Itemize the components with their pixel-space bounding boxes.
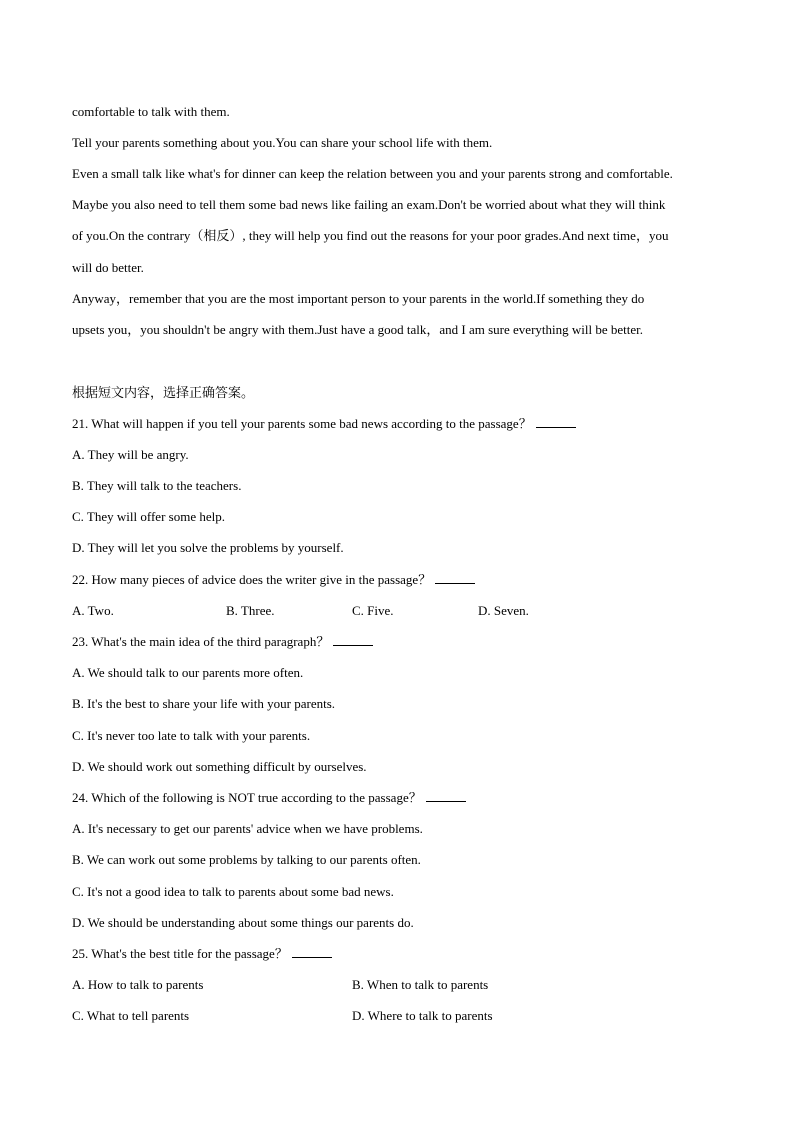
answer-option[interactable]: B. They will talk to the teachers. xyxy=(72,478,242,493)
question-text: 22. How many pieces of advice does the writer give in the passage？ xyxy=(72,572,432,587)
passage-line: upsets you，you shouldn't be angry with them.Just have a good talk，and I am sure everything will be better. xyxy=(72,322,643,337)
question-stem xyxy=(72,572,475,588)
answer-option[interactable]: B. We can work out some problems by talking to our parents often. xyxy=(72,852,421,867)
passage-line: Tell your parents something about you.You can share your school life with them. xyxy=(72,135,493,150)
passage-line: Anyway，remember that you are the most important person to your parents in the world.If something they do xyxy=(72,291,645,306)
answer-option[interactable]: A. It's necessary to get our parents' advice when we have problems. xyxy=(72,821,423,836)
question-text: 25. What's the best title for the passage？ xyxy=(72,946,288,961)
answer-option[interactable]: C. They will offer some help. xyxy=(72,509,225,524)
answer-option[interactable]: A. Two. xyxy=(72,603,114,618)
answer-option[interactable]: B. Three. xyxy=(226,603,275,618)
answer-option[interactable]: D. Where to talk to parents xyxy=(352,1008,493,1023)
question-stem xyxy=(72,790,466,806)
answer-blank[interactable] xyxy=(292,946,332,958)
question-text: 23. What's the main idea of the third paragraph？ xyxy=(72,634,330,649)
answer-blank[interactable] xyxy=(536,416,576,428)
question-stem xyxy=(72,634,373,650)
passage-line: comfortable to talk with them. xyxy=(72,104,230,119)
passage-line: Maybe you also need to tell them some bad news like failing an exam.Don't be worried about what they will think xyxy=(72,197,666,212)
answer-option[interactable]: D. They will let you solve the problems by yourself. xyxy=(72,540,344,555)
answer-option[interactable]: B. It's the best to share your life with your parents. xyxy=(72,696,336,711)
question-stem xyxy=(72,946,332,962)
answer-option[interactable]: C. It's not a good idea to talk to parents about some bad news. xyxy=(72,884,394,899)
answer-blank[interactable] xyxy=(333,634,373,646)
answer-option[interactable]: C. Five. xyxy=(352,603,394,618)
passage-line: of you.On the contrary（相反）, they will help you find out the reasons for your poor grades.And next time，you xyxy=(72,228,669,243)
answer-option[interactable]: D. We should work out something difficult by ourselves. xyxy=(72,759,367,774)
answer-blank[interactable] xyxy=(426,790,466,802)
answer-option[interactable]: A. How to talk to parents xyxy=(72,977,204,992)
answer-option[interactable]: B. When to talk to parents xyxy=(352,977,489,992)
question-stem xyxy=(72,416,576,432)
answer-option[interactable]: C. It's never too late to talk with your parents. xyxy=(72,728,311,743)
passage-line: Even a small talk like what's for dinner can keep the relation between you and your parents strong and comfortable. xyxy=(72,166,673,181)
answer-blank[interactable] xyxy=(435,572,475,584)
passage-line: will do better. xyxy=(72,260,144,275)
instruction: 根据短文内容，选择正确答案。 xyxy=(72,385,255,400)
answer-option[interactable]: A. They will be angry. xyxy=(72,447,189,462)
question-text: 24. Which of the following is NOT true according to the passage？ xyxy=(72,790,422,805)
answer-option[interactable]: C. What to tell parents xyxy=(72,1008,190,1023)
answer-option[interactable]: D. Seven. xyxy=(478,603,529,618)
answer-option[interactable]: A. We should talk to our parents more often. xyxy=(72,665,304,680)
question-text: 21. What will happen if you tell your parents some bad news according to the passage？ xyxy=(72,416,532,431)
answer-option[interactable]: D. We should be understanding about some things our parents do. xyxy=(72,915,414,930)
